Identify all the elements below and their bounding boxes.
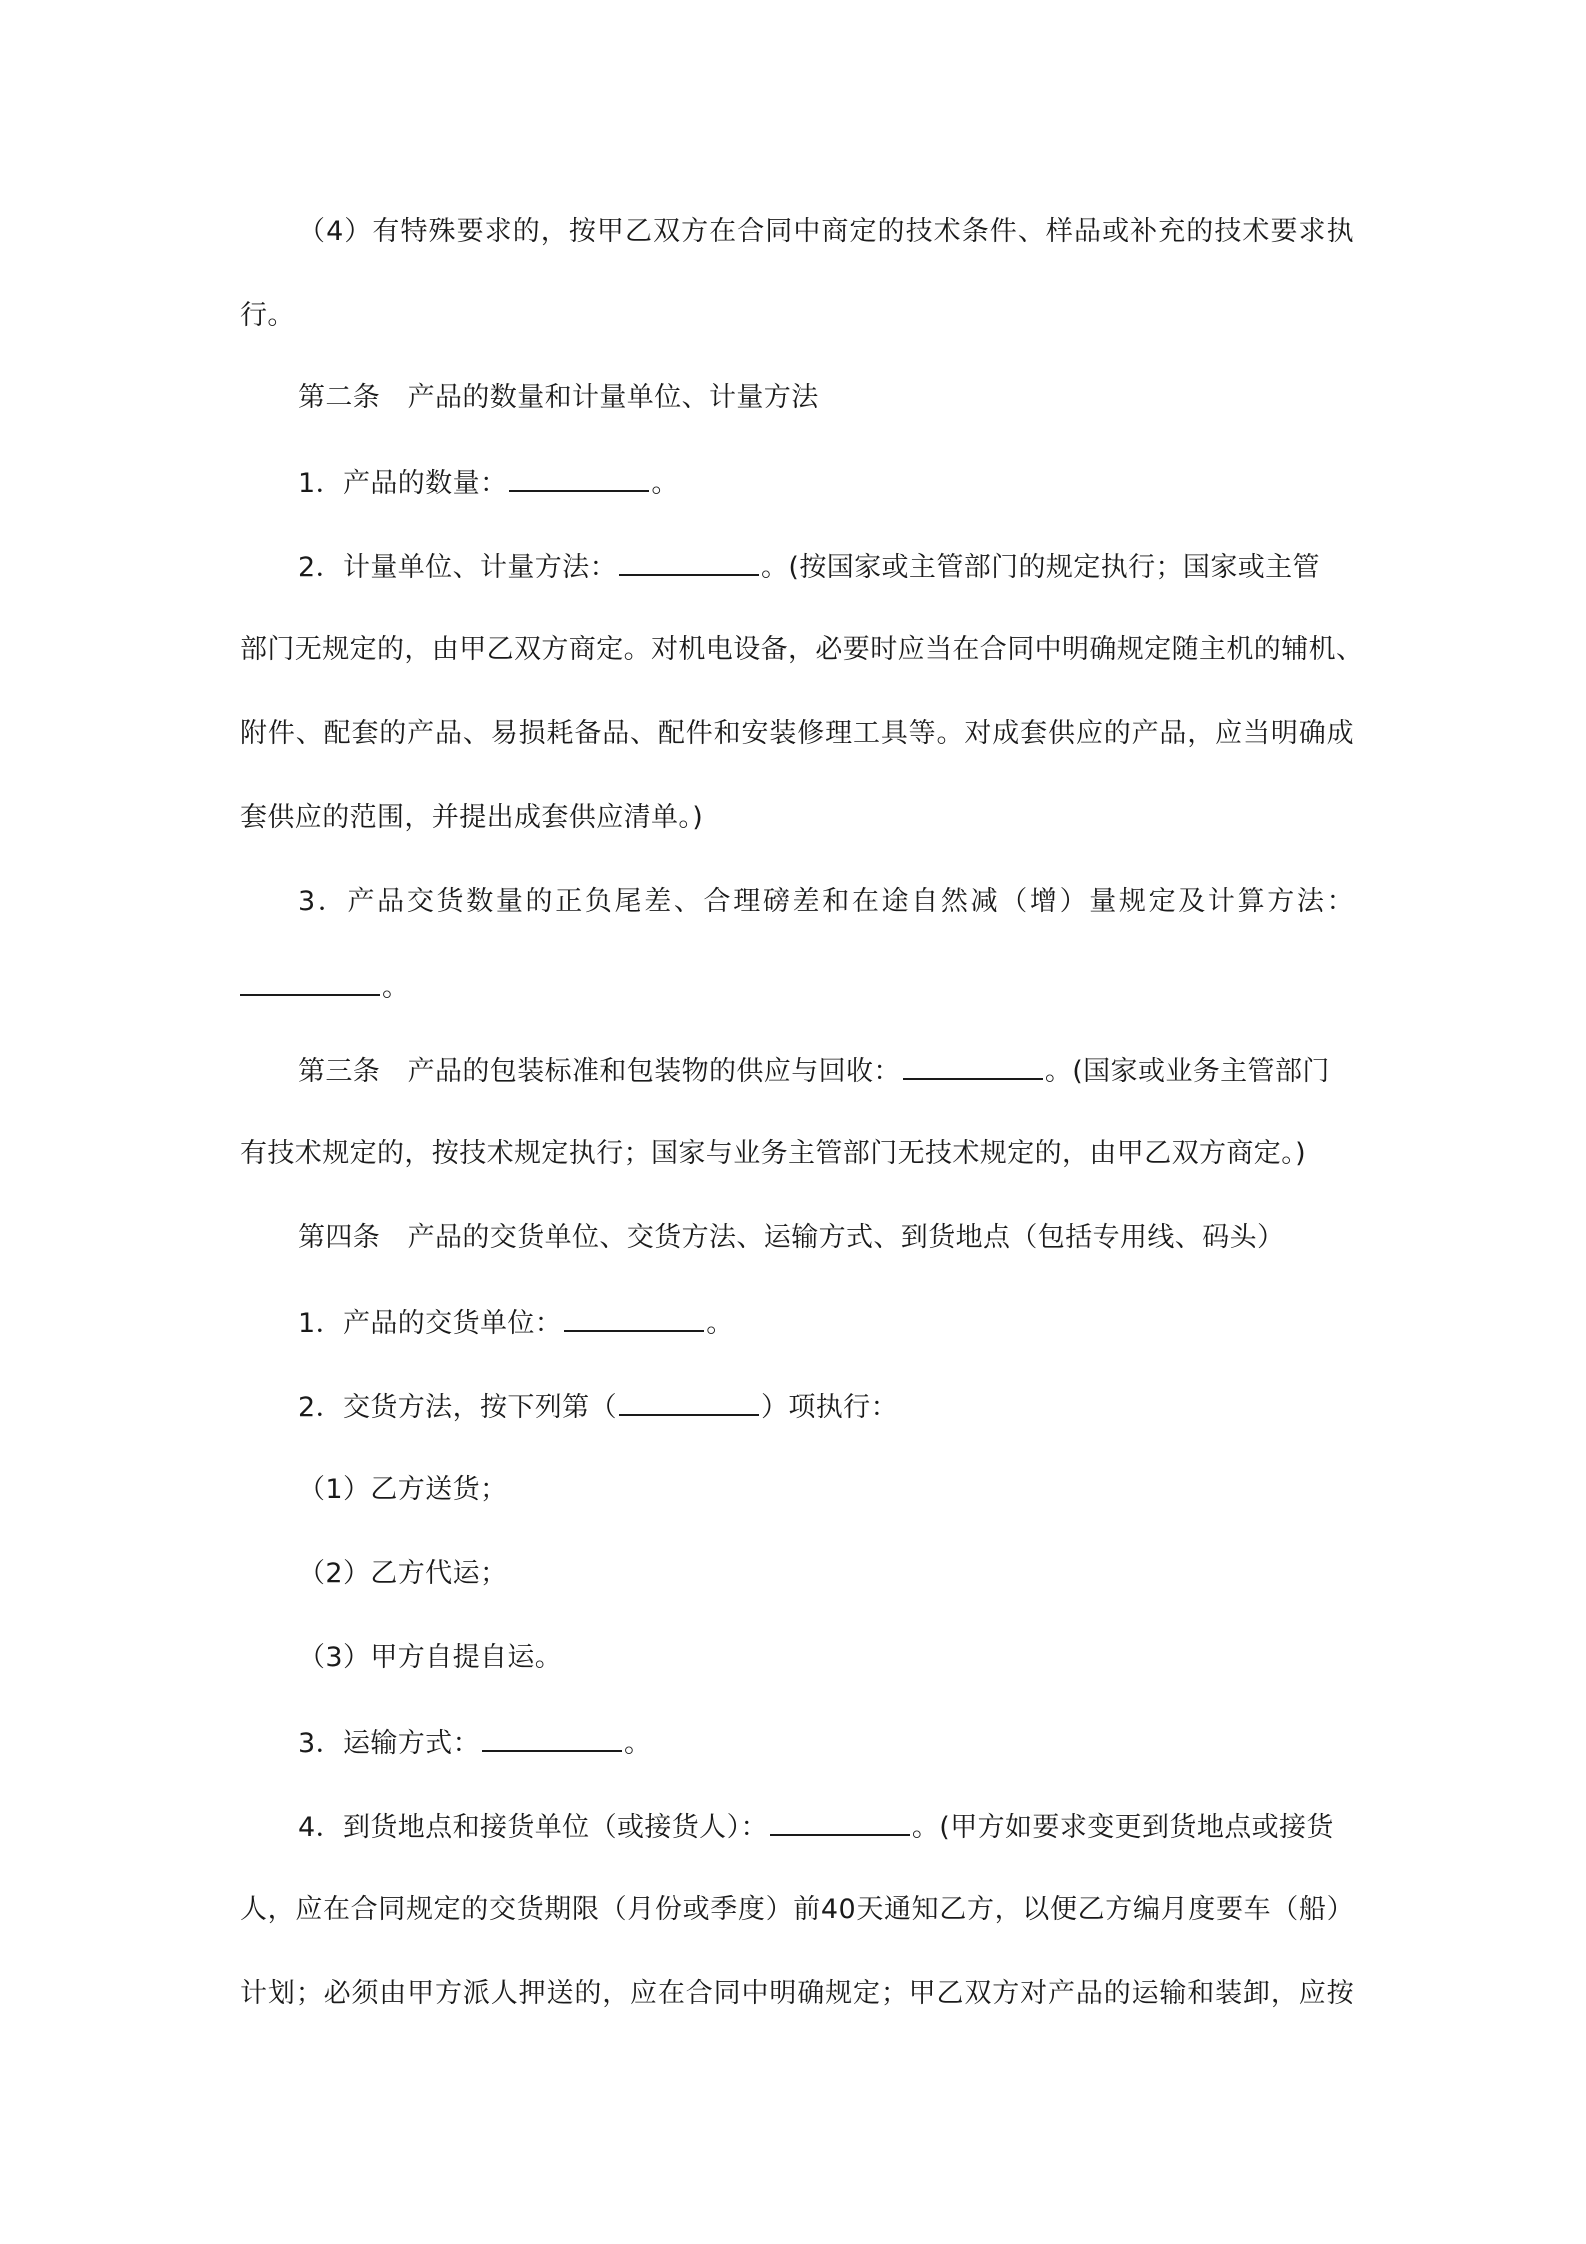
article-2-item-2-line-3: 附件、配套的产品、易损耗备品、配件和安装修理工具等。对成套供应的产品，应当明确成 — [240, 718, 1354, 749]
item-label: 4．到货地点和接货单位（或接货人）： — [298, 1812, 768, 1843]
item-label: 2．交货方法，按下列第（ — [298, 1392, 617, 1423]
fill-in-blank — [903, 1050, 1043, 1080]
item-label: 1．产品的数量： — [298, 468, 508, 499]
article-4-item-4-line-2: 人，应在合同规定的交货期限（月份或季度）前40天通知乙方，以便乙方编月度要车（船） — [240, 1894, 1354, 1925]
article-2-item-1 — [298, 462, 679, 504]
clause-4-line-1: （4）有特殊要求的，按甲乙双方在合同中商定的技术条件、样品或补充的技术要求执 — [298, 216, 1354, 247]
article-4-item-2 — [298, 1386, 898, 1428]
article-2-item-3-line-1: 3．产品交货数量的正负尾差、合理磅差和在途自然减（增）量规定及计算方法： — [298, 886, 1354, 917]
article-4-item-1 — [298, 1302, 734, 1344]
article-3-suffix: 。(国家或业务主管部门 — [1044, 1056, 1330, 1087]
item-suffix: 。 — [623, 1728, 652, 1759]
item-suffix: 。 — [651, 468, 679, 499]
clause-4-line-2: 行。 — [240, 300, 295, 331]
article-2-item-2-line-4: 套供应的范围，并提出成套供应清单。) — [240, 802, 704, 833]
article-3-line-2: 有技术规定的，按技术规定执行；国家与业务主管部门无技术规定的，由甲乙双方商定。) — [240, 1138, 1307, 1169]
item-label: 1．产品的交货单位： — [298, 1308, 563, 1339]
item-suffix: 。(按国家或主管部门的规定执行；国家或主管 — [760, 552, 1320, 583]
item-label: 2．计量单位、计量方法： — [298, 552, 617, 583]
item-suffix: 。(甲方如要求变更到货地点或接货 — [911, 1812, 1334, 1843]
fill-in-blank — [770, 1806, 910, 1836]
fill-in-blank — [619, 1386, 759, 1416]
article-4-item-4-line-3: 计划；必须由甲方派人押送的，应在合同中明确规定；甲乙双方对产品的运输和装卸，应按 — [240, 1978, 1354, 2009]
article-4-title: 第四条 产品的交货单位、交货方法、运输方式、到货地点（包括专用线、码头） — [298, 1222, 1285, 1253]
article-2-item-3-line-2 — [240, 966, 409, 1008]
article-3-label: 第三条 产品的包装标准和包装物的供应与回收： — [298, 1056, 901, 1087]
item-label: 3．运输方式： — [298, 1728, 480, 1759]
item-suffix: 。 — [706, 1308, 734, 1339]
delivery-option-3: （3）甲方自提自运。 — [298, 1642, 563, 1673]
delivery-option-1: （1）乙方送货； — [298, 1474, 508, 1505]
item-suffix: ）项执行： — [760, 1392, 898, 1423]
fill-in-blank — [482, 1722, 622, 1752]
article-3-line-1 — [298, 1050, 1330, 1092]
article-2-title: 第二条 产品的数量和计量单位、计量方法 — [298, 382, 819, 413]
article-4-item-3 — [298, 1722, 651, 1764]
article-4-item-4-line-1 — [298, 1806, 1334, 1848]
article-2-item-2-line-1 — [298, 546, 1320, 588]
fill-in-blank — [564, 1302, 704, 1332]
fill-in-blank — [240, 966, 380, 996]
fill-in-blank — [619, 546, 759, 576]
delivery-option-2: （2）乙方代运； — [298, 1558, 508, 1589]
fill-in-blank — [509, 462, 649, 492]
item-suffix: 。 — [382, 972, 410, 1003]
article-2-item-2-line-2: 部门无规定的，由甲乙双方商定。对机电设备，必要时应当在合同中明确规定随主机的辅机、 — [240, 634, 1364, 665]
